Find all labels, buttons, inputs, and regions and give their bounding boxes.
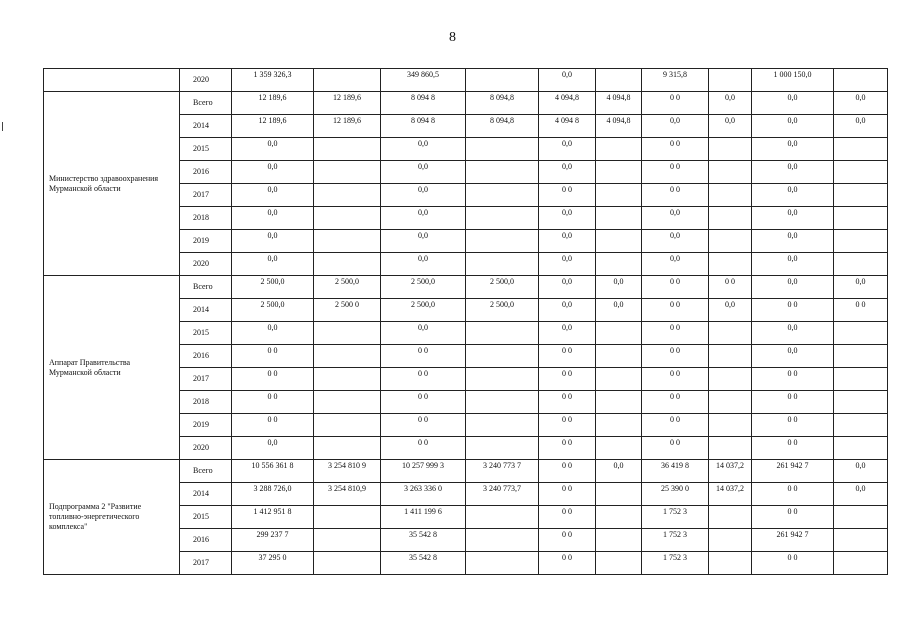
value-cell: 0 0 (752, 483, 834, 506)
value-cell: 0,0 (834, 92, 888, 115)
value-cell (596, 437, 642, 460)
value-cell: 12 189,6 (314, 115, 381, 138)
value-cell: 0,0 (381, 161, 466, 184)
value-cell (834, 529, 888, 552)
value-cell: 3 254 810,9 (314, 483, 381, 506)
value-cell: 8 094,8 (466, 92, 539, 115)
value-cell: 0,0 (539, 207, 596, 230)
value-cell: 0,0 (642, 230, 709, 253)
row-group-name (44, 69, 180, 92)
value-cell: 0,0 (539, 322, 596, 345)
value-cell: 0,0 (834, 115, 888, 138)
value-cell: 0,0 (834, 276, 888, 299)
value-cell: 0,0 (232, 184, 314, 207)
value-cell: 0,0 (596, 276, 642, 299)
value-cell: 0 0 (709, 276, 752, 299)
value-cell (466, 345, 539, 368)
value-cell: 349 860,5 (381, 69, 466, 92)
value-cell (314, 138, 381, 161)
value-cell: 0,0 (752, 161, 834, 184)
value-cell: 1 000 150,0 (752, 69, 834, 92)
value-cell (709, 391, 752, 414)
value-cell: 0,0 (752, 138, 834, 161)
year-cell: 2017 (180, 368, 232, 391)
value-cell: 0 0 (539, 437, 596, 460)
table-row (44, 69, 888, 92)
value-cell (314, 207, 381, 230)
value-cell: 0,0 (381, 230, 466, 253)
value-cell (709, 506, 752, 529)
value-cell: 3 240 773 7 (466, 460, 539, 483)
value-cell: 1 752 3 (642, 529, 709, 552)
value-cell (834, 253, 888, 276)
value-cell (466, 322, 539, 345)
value-cell (709, 161, 752, 184)
value-cell: 35 542 8 (381, 529, 466, 552)
year-cell: 2017 (180, 552, 232, 575)
value-cell: 0,0 (752, 207, 834, 230)
year-cell: Всего (180, 460, 232, 483)
value-cell (314, 184, 381, 207)
value-cell (466, 230, 539, 253)
value-cell (834, 437, 888, 460)
value-cell: 4 094,8 (539, 92, 596, 115)
value-cell: 0 0 (539, 414, 596, 437)
value-cell (466, 506, 539, 529)
value-cell: 0 0 (381, 391, 466, 414)
value-cell (709, 322, 752, 345)
value-cell (709, 138, 752, 161)
value-cell (709, 368, 752, 391)
value-cell (314, 414, 381, 437)
page-number: 8 (449, 30, 456, 45)
row-group-name: Министерство здравоохранения Мурманской области (44, 92, 180, 276)
value-cell: 9 315,8 (642, 69, 709, 92)
value-cell: 0,0 (381, 184, 466, 207)
value-cell: 1 752 3 (642, 552, 709, 575)
value-cell: 0,0 (539, 138, 596, 161)
year-cell: 2020 (180, 69, 232, 92)
value-cell: 0,0 (596, 299, 642, 322)
value-cell: 0,0 (232, 138, 314, 161)
value-cell (596, 69, 642, 92)
value-cell (596, 345, 642, 368)
value-cell: 0 0 (642, 161, 709, 184)
value-cell: 0,0 (381, 138, 466, 161)
value-cell (834, 161, 888, 184)
row-group-name: Подпрограмма 2 "Развитие топливно-энергетического комплекса" (44, 460, 180, 575)
value-cell (314, 322, 381, 345)
value-cell: 0,0 (232, 230, 314, 253)
value-cell (834, 138, 888, 161)
value-cell: 0 0 (539, 506, 596, 529)
value-cell: 0 0 (642, 437, 709, 460)
value-cell: 261 942 7 (752, 529, 834, 552)
value-cell: 10 556 361 8 (232, 460, 314, 483)
value-cell (709, 552, 752, 575)
value-cell (596, 552, 642, 575)
value-cell (834, 184, 888, 207)
value-cell (834, 322, 888, 345)
value-cell (834, 391, 888, 414)
value-cell: 35 542 8 (381, 552, 466, 575)
value-cell: 0,0 (752, 276, 834, 299)
value-cell: 261 942 7 (752, 460, 834, 483)
value-cell (834, 506, 888, 529)
year-cell: Всего (180, 276, 232, 299)
value-cell (314, 161, 381, 184)
value-cell: 0,0 (381, 207, 466, 230)
value-cell (709, 437, 752, 460)
value-cell: 0 0 (539, 391, 596, 414)
value-cell (466, 552, 539, 575)
value-cell: 0 0 (752, 368, 834, 391)
value-cell: 4 094,8 (596, 92, 642, 115)
value-cell: 12 189,6 (232, 92, 314, 115)
value-cell: 0 0 (539, 184, 596, 207)
value-cell (596, 138, 642, 161)
budget-table (43, 68, 888, 575)
value-cell: 0 0 (381, 414, 466, 437)
value-cell: 0 0 (752, 299, 834, 322)
value-cell: 0,0 (232, 437, 314, 460)
year-cell: 2018 (180, 207, 232, 230)
value-cell (314, 69, 381, 92)
value-cell: 8 094 8 (381, 115, 466, 138)
value-cell: 0 0 (752, 437, 834, 460)
value-cell (834, 368, 888, 391)
value-cell: 0,0 (752, 345, 834, 368)
value-cell (596, 253, 642, 276)
row-group-name: Аппарат Правительства Мурманской области (44, 276, 180, 460)
value-cell (834, 230, 888, 253)
value-cell (709, 184, 752, 207)
year-cell: 2015 (180, 506, 232, 529)
value-cell: 37 295 0 (232, 552, 314, 575)
value-cell: 0,0 (232, 322, 314, 345)
value-cell: 2 500,0 (232, 299, 314, 322)
value-cell (314, 391, 381, 414)
value-cell: 0,0 (539, 161, 596, 184)
value-cell (596, 414, 642, 437)
value-cell: 1 411 199 6 (381, 506, 466, 529)
value-cell (596, 161, 642, 184)
value-cell: 36 419 8 (642, 460, 709, 483)
value-cell (596, 184, 642, 207)
value-cell: 0 0 (642, 184, 709, 207)
value-cell (709, 69, 752, 92)
year-cell: 2014 (180, 115, 232, 138)
value-cell: 0 0 (381, 368, 466, 391)
value-cell: 0 0 (752, 506, 834, 529)
value-cell (596, 368, 642, 391)
value-cell: 0,0 (596, 460, 642, 483)
value-cell: 0,0 (834, 460, 888, 483)
value-cell: 0 0 (539, 529, 596, 552)
value-cell (834, 69, 888, 92)
value-cell (314, 368, 381, 391)
value-cell: 0 0 (642, 368, 709, 391)
value-cell: 0 0 (642, 276, 709, 299)
value-cell: 0 0 (642, 322, 709, 345)
value-cell (834, 414, 888, 437)
value-cell: 0,0 (752, 115, 834, 138)
value-cell (314, 437, 381, 460)
value-cell: 0 0 (539, 483, 596, 506)
value-cell (466, 529, 539, 552)
value-cell (596, 391, 642, 414)
value-cell: 8 094 8 (381, 92, 466, 115)
value-cell: 4 094,8 (596, 115, 642, 138)
value-cell: 0,0 (752, 253, 834, 276)
value-cell: 2 500,0 (466, 299, 539, 322)
value-cell (596, 483, 642, 506)
value-cell (596, 230, 642, 253)
value-cell (834, 207, 888, 230)
value-cell (466, 391, 539, 414)
value-cell: 0,0 (381, 322, 466, 345)
year-cell: 2020 (180, 253, 232, 276)
value-cell: 0 0 (642, 414, 709, 437)
value-cell: 0,0 (539, 230, 596, 253)
value-cell: 0 0 (642, 391, 709, 414)
value-cell: 0 0 (539, 345, 596, 368)
value-cell: 2 500,0 (466, 276, 539, 299)
value-cell: 0 0 (232, 414, 314, 437)
value-cell: 0,0 (539, 69, 596, 92)
value-cell: 1 412 951 8 (232, 506, 314, 529)
value-cell (466, 69, 539, 92)
value-cell: 4 094 8 (539, 115, 596, 138)
value-cell (466, 138, 539, 161)
value-cell (596, 207, 642, 230)
value-cell: 0,0 (709, 299, 752, 322)
year-cell: 2015 (180, 138, 232, 161)
margin-mark (2, 122, 3, 131)
year-cell: 2019 (180, 414, 232, 437)
value-cell: 0 0 (539, 552, 596, 575)
value-cell: 14 037,2 (709, 460, 752, 483)
value-cell: 0 0 (539, 368, 596, 391)
year-cell: 2018 (180, 391, 232, 414)
value-cell (314, 253, 381, 276)
value-cell: 0 0 (381, 345, 466, 368)
value-cell (466, 437, 539, 460)
value-cell: 0 0 (642, 299, 709, 322)
year-cell: 2019 (180, 230, 232, 253)
value-cell: 0 0 (232, 345, 314, 368)
value-cell (709, 207, 752, 230)
value-cell: 2 500,0 (381, 276, 466, 299)
value-cell: 0 0 (232, 368, 314, 391)
year-cell: 2016 (180, 161, 232, 184)
value-cell (834, 552, 888, 575)
value-cell: 3 263 336 0 (381, 483, 466, 506)
value-cell: 0,0 (709, 92, 752, 115)
value-cell: 0,0 (642, 207, 709, 230)
value-cell: 1 359 326,3 (232, 69, 314, 92)
value-cell: 0 0 (642, 345, 709, 368)
value-cell: 0,0 (752, 230, 834, 253)
value-cell (314, 529, 381, 552)
value-cell: 0,0 (752, 92, 834, 115)
value-cell: 3 240 773,7 (466, 483, 539, 506)
value-cell: 8 094,8 (466, 115, 539, 138)
value-cell: 14 037,2 (709, 483, 752, 506)
value-cell (709, 253, 752, 276)
value-cell: 0,0 (232, 161, 314, 184)
value-cell (314, 552, 381, 575)
value-cell: 12 189,6 (232, 115, 314, 138)
year-cell: 2017 (180, 184, 232, 207)
value-cell: 0 0 (381, 437, 466, 460)
year-cell: 2016 (180, 529, 232, 552)
value-cell: 0 0 (539, 460, 596, 483)
budget-table-body (44, 69, 888, 575)
value-cell: 10 257 999 3 (381, 460, 466, 483)
value-cell (709, 529, 752, 552)
value-cell (466, 207, 539, 230)
value-cell: 0,0 (539, 276, 596, 299)
value-cell: 0,0 (381, 253, 466, 276)
value-cell: 0 0 (232, 391, 314, 414)
value-cell: 2 500,0 (232, 276, 314, 299)
value-cell (834, 345, 888, 368)
value-cell (314, 230, 381, 253)
value-cell: 2 500,0 (314, 276, 381, 299)
value-cell: 0,0 (752, 184, 834, 207)
value-cell: 0,0 (232, 207, 314, 230)
value-cell: 0 0 (752, 414, 834, 437)
value-cell (466, 184, 539, 207)
value-cell (466, 414, 539, 437)
value-cell: 0,0 (752, 322, 834, 345)
year-cell: 2016 (180, 345, 232, 368)
value-cell: 0 0 (752, 552, 834, 575)
value-cell: 0,0 (834, 483, 888, 506)
value-cell (596, 322, 642, 345)
value-cell (709, 230, 752, 253)
value-cell: 0,0 (709, 115, 752, 138)
value-cell (709, 414, 752, 437)
table-row (44, 92, 888, 115)
value-cell: 0,0 (232, 253, 314, 276)
value-cell: 3 288 726,0 (232, 483, 314, 506)
value-cell: 0 0 (834, 299, 888, 322)
value-cell: 0,0 (642, 253, 709, 276)
value-cell: 3 254 810 9 (314, 460, 381, 483)
year-cell: Всего (180, 92, 232, 115)
value-cell: 0,0 (642, 115, 709, 138)
value-cell: 0 0 (642, 138, 709, 161)
value-cell: 2 500,0 (381, 299, 466, 322)
year-cell: 2020 (180, 437, 232, 460)
value-cell: 0 0 (642, 92, 709, 115)
value-cell (314, 506, 381, 529)
value-cell (466, 161, 539, 184)
value-cell: 2 500 0 (314, 299, 381, 322)
table-row (44, 460, 888, 483)
value-cell: 12 189,6 (314, 92, 381, 115)
year-cell: 2014 (180, 299, 232, 322)
value-cell: 0,0 (539, 299, 596, 322)
value-cell (709, 345, 752, 368)
value-cell: 1 752 3 (642, 506, 709, 529)
value-cell (466, 253, 539, 276)
year-cell: 2015 (180, 322, 232, 345)
value-cell: 299 237 7 (232, 529, 314, 552)
table-row (44, 276, 888, 299)
value-cell: 0,0 (539, 253, 596, 276)
year-cell: 2014 (180, 483, 232, 506)
value-cell (596, 529, 642, 552)
value-cell (596, 506, 642, 529)
value-cell (314, 345, 381, 368)
value-cell: 25 390 0 (642, 483, 709, 506)
value-cell: 0 0 (752, 391, 834, 414)
value-cell (466, 368, 539, 391)
